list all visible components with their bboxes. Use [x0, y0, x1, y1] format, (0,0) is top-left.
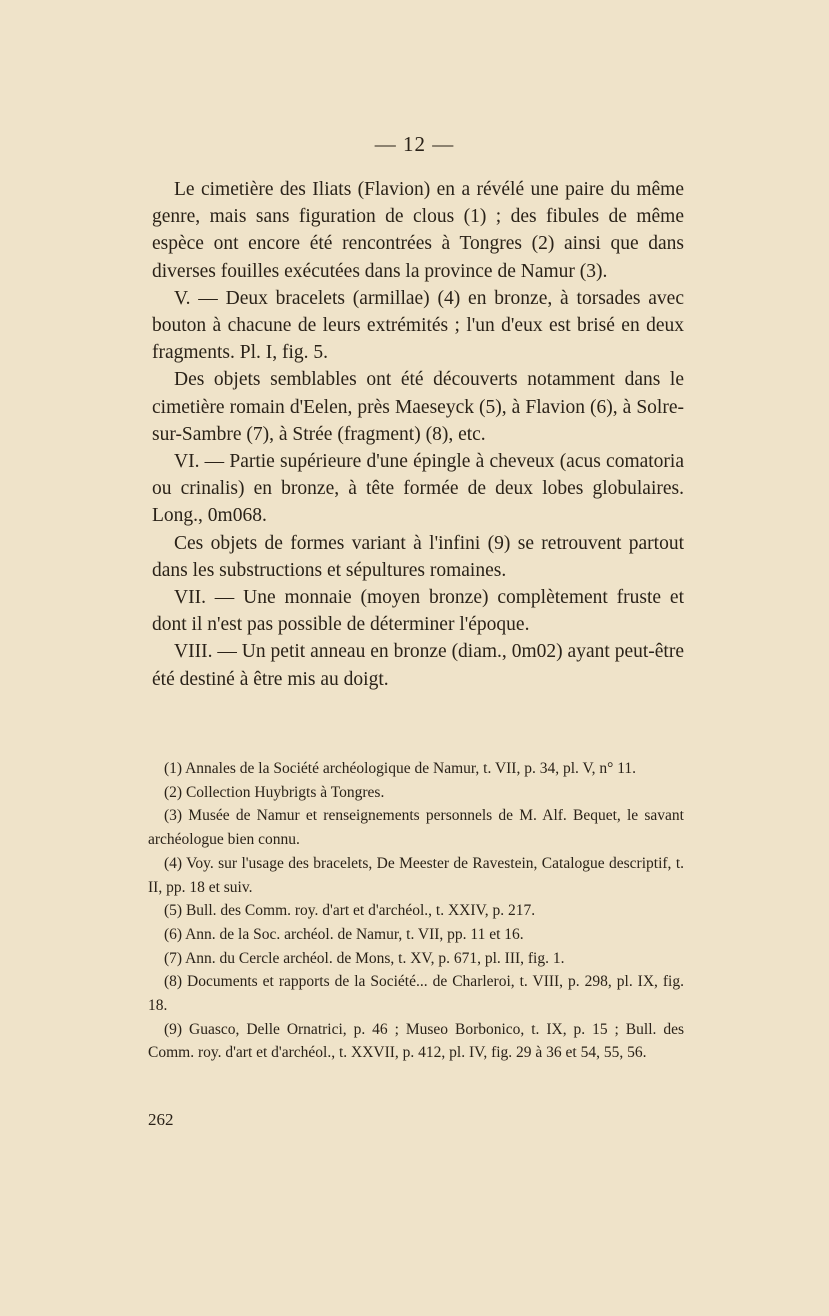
paragraph: VIII. — Un petit anneau en bronze (diam., 0m02) ayant peut-être été destiné à être mis au doigt.: [152, 641, 684, 690]
paragraph: VI. — Partie supérieure d'une épingle à cheveux (acus comatoria ou crinalis) en bronze, à tête formée de deux lobes globulaires. Long., 0m068.: [152, 451, 684, 527]
footnote: (3) Musée de Namur et renseignements personnels de M. Alf. Bequet, le savant archéologue bien connu.: [148, 807, 684, 849]
footnote: (9) Guasco, Delle Ornatrici, p. 46 ; Museo Borbonico, t. IX, p. 15 ; Bull. des Comm. roy. d'art et d'archéol., t. XXVII, p. 412, pl. IV, fig. 29 à 36 et 54, 55, 56.: [148, 1020, 684, 1062]
page-number: 262: [148, 1110, 174, 1129]
footnote: (6) Ann. de la Soc. archéol. de Namur, t. VII, pp. 11 et 16.: [164, 925, 524, 943]
paragraph: Le cimetière des Iliats (Flavion) en a révélé une paire du même genre, mais sans figuration de clous (1) ; des fibules de même espèce ont encore été rencontrées à Tongres (2) ainsi que dans diverses fouilles exécutées dans la province de Namur (3).: [152, 179, 684, 282]
paragraph: V. — Deux bracelets (armillae) (4) en bronze, à torsades avec bouton à chacune de leurs extrémités ; l'un d'eux est brisé en deux fragments. Pl. I, fig. 5.: [152, 287, 684, 364]
page-header: — 12 —: [374, 132, 455, 156]
footnote: (7) Ann. du Cercle archéol. de Mons, t. XV, p. 671, pl. III, fig. 1.: [164, 949, 565, 967]
footnotes: [148, 757, 684, 1065]
paragraph: VII. — Une monnaie (moyen bronze) complètement fruste et dont il n'est pas possible de déterminer l'époque.: [152, 587, 684, 636]
paragraph: Ces objets de formes variant à l'infini (9) se retrouvent partout dans les substructions et sépultures romaines.: [152, 532, 684, 581]
main-text: [152, 176, 684, 693]
paragraph: Des objets semblables ont été découverts notamment dans le cimetière romain d'Eelen, près Maeseyck (5), à Flavion (6), à Solre-sur-Sambre (7), à Strée (fragment) (8), etc.: [152, 369, 684, 445]
footnote: (8) Documents et rapports de la Société... de Charleroi, t. VIII, p. 298, pl. IX, fig. 18.: [148, 973, 684, 1015]
footnote: (4) Voy. sur l'usage des bracelets, De Meester de Ravestein, Catalogue descriptif, t. II, pp. 18 et suiv.: [148, 854, 684, 896]
footnote: (2) Collection Huybrigts à Tongres.: [164, 783, 385, 801]
footnote: (5) Bull. des Comm. roy. d'art et d'archéol., t. XXIV, p. 217.: [164, 902, 536, 920]
footnote: (1) Annales de la Société archéologique de Namur, t. VII, p. 34, pl. V, n° 11.: [164, 760, 637, 777]
